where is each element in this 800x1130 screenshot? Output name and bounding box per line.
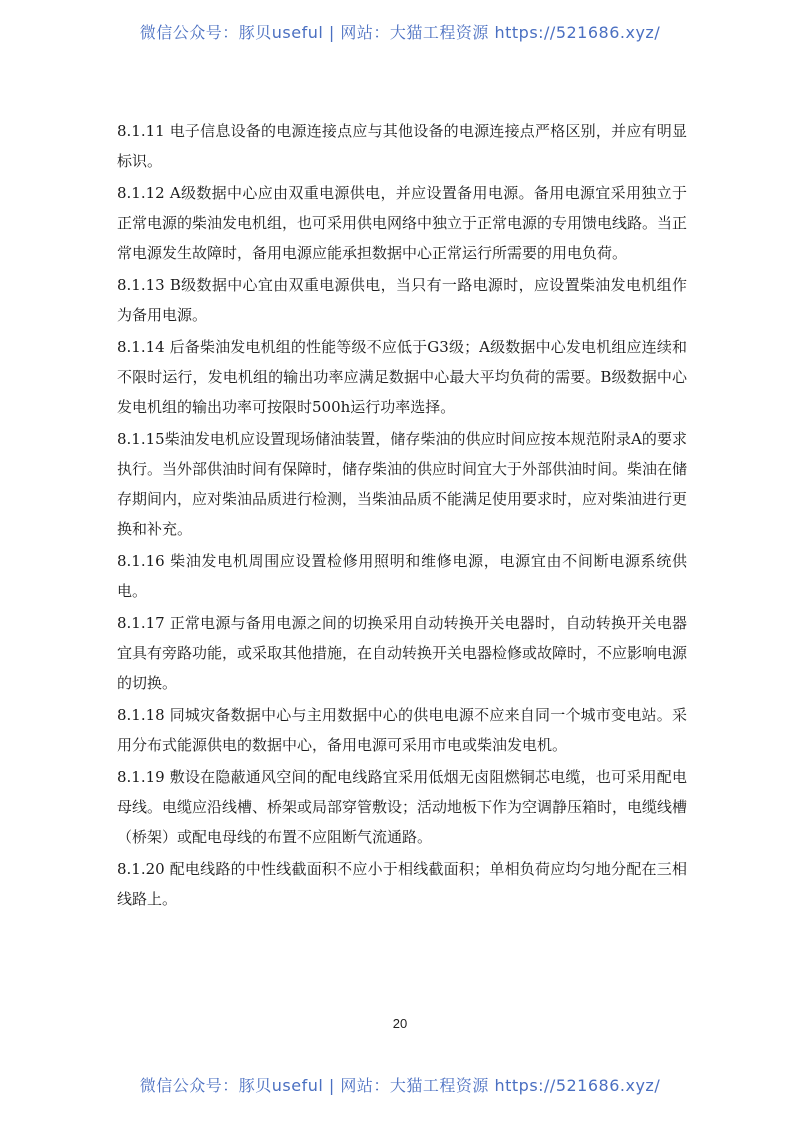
- clause-8-1-13: 8.1.13 B级数据中心宜由双重电源供电，当只有一路电源时，应设置柴油发电机组作为备用电源。: [117, 276, 687, 324]
- clause-8-1-20: 8.1.20 配电线路的中性线截面积不应小于相线截面积；单相负荷应均匀地分配在三相线路上。: [117, 860, 687, 908]
- clause-8-1-18: 8.1.18 同城灾备数据中心与主用数据中心的供电电源不应来自同一个城市变电站。采用分布式能源供电的数据中心，备用电源可采用市电或柴油发电机。: [117, 706, 687, 754]
- clause-8-1-12: 8.1.12 A级数据中心应由双重电源供电，并应设置备用电源。备用电源宜采用独立于正常电源的柴油发电机组，也可采用供电网络中独立于正常电源的专用馈电线路。当正常电源发生故障时，备用电源应能承担数据中心正常运行所需要的用电负荷。: [117, 184, 688, 262]
- clause-8-1-11: 8.1.11 电子信息设备的电源连接点应与其他设备的电源连接点严格区别，并应有明显标识。: [117, 122, 687, 170]
- clause-8-1-17: 8.1.17 正常电源与备用电源之间的切换采用自动转换开关电器时，自动转换开关电器宜具有旁路功能，或采取其他措施，在自动转换开关电器检修或故障时，不应影响电源的切换。: [117, 614, 688, 692]
- clause-8-1-19: 8.1.19 敷设在隐蔽通风空间的配电线路宜采用低烟无卤阻燃铜芯电缆，也可采用配电母线。电缆应沿线槽、桥架或局部穿管敷设；活动地板下作为空调静压箱时，电缆线槽（桥架）或配电母线的布置不应阻断气流通路。: [117, 768, 688, 846]
- document-body: [117, 116, 687, 916]
- footer-watermark: 微信公众号：豚贝useful | 网站：大猫工程资源 https://521686.xyz/: [139, 1076, 661, 1095]
- page-number: 20: [392, 1016, 408, 1031]
- clause-8-1-15: 8.1.15柴油发电机应设置现场储油装置，储存柴油的供应时间应按本规范附录A的要求执行。当外部供油时间有保障时，储存柴油的供应时间宜大于外部供油时间。柴油在储存期间内，应对柴油品质进行检测，当柴油品质不能满足使用要求时，应对柴油进行更换和补充。: [117, 430, 688, 538]
- clause-8-1-14: 8.1.14 后备柴油发电机组的性能等级不应低于G3级；A级数据中心发电机组应连续和不限时运行，发电机组的输出功率应满足数据中心最大平均负荷的需要。B级数据中心发电机组的输出功率可按限时500h运行功率选择。: [117, 338, 687, 416]
- clause-8-1-16: 8.1.16 柴油发电机周围应设置检修用照明和维修电源，电源宜由不间断电源系统供电。: [117, 552, 687, 600]
- header-watermark: 微信公众号：豚贝useful | 网站：大猫工程资源 https://521686.xyz/: [139, 23, 661, 42]
